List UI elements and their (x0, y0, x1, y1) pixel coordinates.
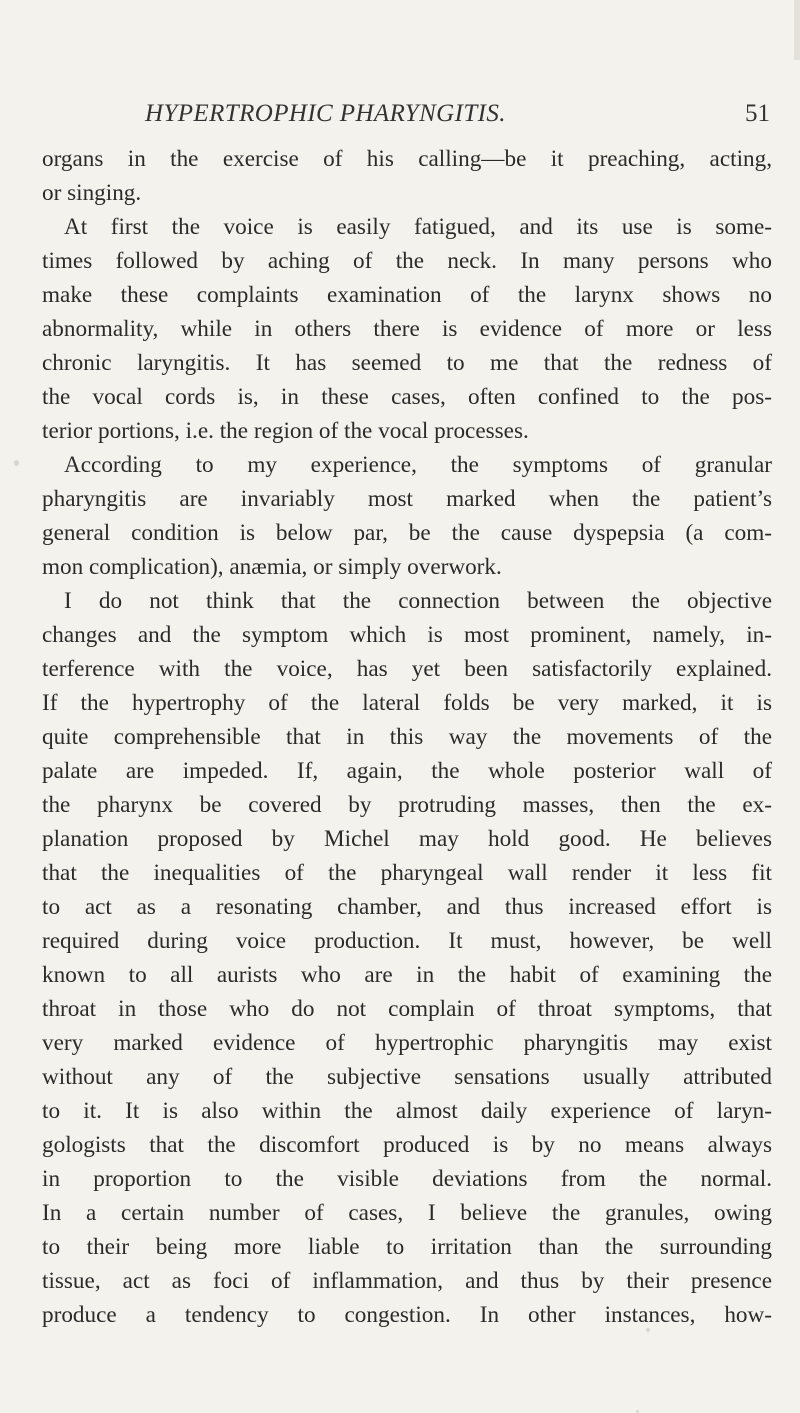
text-line: very marked evidence of hypertrophic pharyngitis may exist (42, 1030, 772, 1056)
text-line: general condition is below par, be the cause dyspepsia (a com- (42, 520, 772, 546)
paper-speck (14, 460, 19, 466)
text-line: the pharynx be covered by protruding masses, then the ex- (42, 792, 772, 818)
text-line: gologists that the discomfort produced is by no means always (42, 1132, 772, 1158)
text-line: palate are impeded. If, again, the whole posterior wall of (42, 758, 772, 784)
text-line: If the hypertrophy of the lateral folds be very marked, it is (42, 690, 772, 716)
text-line: or singing. (42, 180, 142, 206)
text-line: quite comprehensible that in this way the movements of the (42, 724, 772, 750)
text-line: changes and the symptom which is most prominent, namely, in- (42, 622, 772, 648)
text-line: planation proposed by Michel may hold good. He believes (42, 826, 772, 852)
text-line: without any of the subjective sensations usually attributed (42, 1064, 772, 1090)
text-line: required during voice production. It must, however, be well (42, 928, 772, 954)
paper-speck (646, 1328, 650, 1332)
text-line: in proportion to the visible deviations from the normal. (42, 1166, 772, 1192)
running-head: HYPERTROPHIC PHARYNGITIS. (145, 100, 506, 127)
text-line: I do not think that the connection between the objective (64, 588, 772, 614)
text-line: to it. It is also within the almost daily experience of laryn- (42, 1098, 772, 1124)
text-line: chronic laryngitis. It has seemed to me that the redness of (42, 350, 772, 376)
text-line: that the inequalities of the pharyngeal wall render it less fit (42, 860, 772, 886)
text-line: produce a tendency to congestion. In other instances, how- (42, 1302, 772, 1328)
text-line: organs in the exercise of his calling—be it preaching, acting, (42, 146, 772, 172)
text-line: tissue, act as foci of inflammation, and thus by their presence (42, 1268, 772, 1294)
page-edge-shadow (794, 0, 800, 60)
text-line: terior portions, i.e. the region of the vocal processes. (42, 418, 529, 444)
text-line: to their being more liable to irritation than the surrounding (42, 1234, 772, 1260)
text-line: make these complaints examination of the larynx shows no (42, 282, 772, 308)
text-line: At first the voice is easily fatigued, and its use is some- (64, 214, 772, 240)
text-line: abnormality, while in others there is evidence of more or less (42, 316, 772, 342)
text-line: In a certain number of cases, I believe the granules, owing (42, 1200, 772, 1226)
page-header (145, 100, 770, 134)
text-line: pharyngitis are invariably most marked when the patient’s (42, 486, 772, 512)
page-number: 51 (745, 100, 770, 127)
text-line: mon complication), anæmia, or simply overwork. (42, 554, 502, 580)
text-line: times followed by aching of the neck. In many persons who (42, 248, 772, 274)
text-line: known to all aurists who are in the habit of examining the (42, 962, 772, 988)
text-line: the vocal cords is, in these cases, often confined to the pos- (42, 384, 772, 410)
text-line: According to my experience, the symptoms of granular (64, 452, 772, 478)
text-line: throat in those who do not complain of throat symptoms, that (42, 996, 772, 1022)
text-line: to act as a resonating chamber, and thus increased effort is (42, 894, 772, 920)
text-line: terference with the voice, has yet been satisfactorily explained. (42, 656, 772, 682)
